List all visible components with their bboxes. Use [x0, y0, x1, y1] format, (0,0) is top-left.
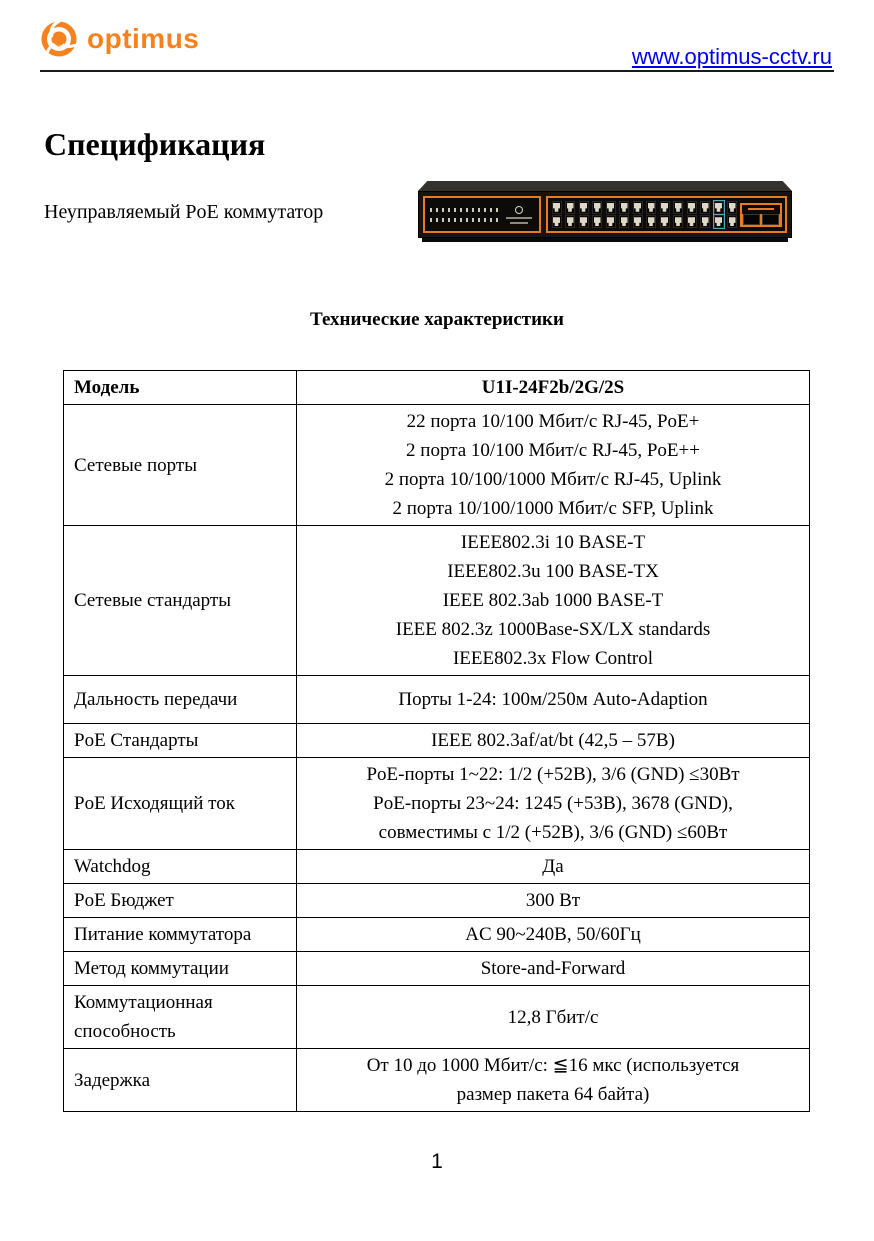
section-title: Технические характеристики — [310, 309, 564, 330]
header-divider — [40, 70, 834, 72]
rj45-port — [552, 201, 562, 214]
spec-param-value — [297, 405, 810, 526]
rj45-port — [687, 201, 697, 214]
page-title: Спецификация — [44, 126, 266, 162]
spec-table-row — [64, 1049, 810, 1112]
rj45-port — [673, 201, 683, 214]
spec-param-label: Питание коммутатора — [64, 918, 297, 952]
spec-param-label: PoE Бюджет — [64, 884, 297, 918]
spec-table-row — [64, 371, 810, 405]
spec-param-label: Модель — [64, 371, 297, 405]
spec-value-line: От 10 до 1000 Мбит/с: ≦16 мкс (используется — [366, 1055, 740, 1076]
sfp-label-strip — [742, 205, 780, 214]
spec-value-line: IEEE 802.3z 1000Base-SX/LX standards — [395, 619, 711, 640]
spec-param-value — [297, 884, 810, 918]
spec-value-line: 2 порта 10/100/1000 Мбит/с SFP, Uplink — [392, 498, 714, 519]
switch-brand-logo-icon — [515, 206, 523, 214]
spec-param-value — [297, 724, 810, 758]
sfp-slots — [742, 214, 780, 225]
spec-value-line: 2 порта 10/100 Мбит/с RJ-45, PoE++ — [406, 440, 700, 461]
rj45-port — [579, 215, 589, 228]
rj45-port — [660, 201, 670, 214]
uplink-port-column — [713, 200, 725, 230]
rj45-port — [646, 201, 656, 214]
port-column — [699, 200, 711, 230]
rj45-port — [592, 201, 602, 214]
spec-param-value — [297, 371, 810, 405]
spec-value-line: 2 порта 10/100/1000 Мбит/с RJ-45, Uplink — [384, 469, 722, 490]
optimus-aperture-icon — [40, 20, 78, 58]
spec-param-label: Метод коммутации — [64, 952, 297, 986]
port-column — [645, 200, 657, 230]
switch-base-shadow — [422, 238, 789, 242]
spec-value-line: Порты 1-24: 100м/250м Auto-Adaption — [398, 689, 708, 710]
spec-table — [63, 370, 810, 1112]
spec-param-value — [297, 758, 810, 850]
rj45-port — [565, 201, 575, 214]
led-row — [430, 208, 498, 212]
spec-value-line: 22 порта 10/100 Мбит/с RJ-45, PoE+ — [406, 411, 700, 432]
site-url-link[interactable]: www.optimus-cctv.ru — [631, 44, 832, 69]
switch-front-panel — [418, 191, 792, 238]
rj45-port — [714, 201, 724, 214]
spec-table-row — [64, 918, 810, 952]
spec-value-line: AC 90~240В, 50/60Гц — [465, 924, 641, 945]
sfp-slot — [762, 214, 779, 225]
spec-param-label: Watchdog — [64, 850, 297, 884]
port-column — [726, 200, 738, 230]
port-column — [618, 200, 630, 230]
spec-param-value — [297, 986, 810, 1049]
switch-brand-text-bar — [510, 222, 528, 224]
spec-value-line: IEEE802.3u 100 BASE-TX — [447, 561, 659, 582]
spec-table-row — [64, 986, 810, 1049]
port-column — [672, 200, 684, 230]
rj45-port — [552, 215, 562, 228]
spec-value-line: 300 Вт — [525, 890, 581, 911]
port-column — [605, 200, 617, 230]
switch-product-image — [418, 181, 792, 242]
rj45-port — [633, 201, 643, 214]
spec-table-row — [64, 724, 810, 758]
rj45-port — [633, 215, 643, 228]
port-column — [564, 200, 576, 230]
spec-value-line: PoE-порты 1~22: 1/2 (+52В), 3/6 (GND) ≤30Вт — [366, 764, 740, 785]
spec-value-line: IEEE802.3i 10 BASE-T — [460, 532, 646, 553]
rj45-port — [606, 215, 616, 228]
port-column — [686, 200, 698, 230]
brand-logo — [40, 20, 199, 58]
spec-param-value — [297, 676, 810, 724]
rj45-port — [619, 201, 629, 214]
spec-value-line: IEEE 802.3af/at/bt (42,5 – 57В) — [431, 730, 675, 751]
switch-port-section — [546, 196, 788, 233]
rj45-port — [660, 215, 670, 228]
brand-logo-text: optimus — [87, 23, 200, 54]
rj45-port — [727, 215, 737, 228]
rj45-port — [673, 215, 683, 228]
spec-param-label: Коммутационная способность — [64, 986, 297, 1049]
rj45-port — [579, 201, 589, 214]
spec-value-line: Store-and-Forward — [480, 958, 626, 979]
spec-table-row — [64, 850, 810, 884]
switch-brand-text-bar — [506, 217, 532, 219]
page-number: 1 — [431, 1150, 443, 1173]
rj45-port — [606, 201, 616, 214]
port-column — [632, 200, 644, 230]
spec-param-label: Сетевые стандарты — [64, 526, 297, 676]
port-column — [591, 200, 603, 230]
spec-param-value — [297, 1049, 810, 1112]
rj45-port — [592, 215, 602, 228]
switch-brand-mark — [504, 206, 534, 224]
port-column — [659, 200, 671, 230]
spec-table-row — [64, 758, 810, 850]
switch-led-panel — [423, 196, 541, 233]
spec-param-value — [297, 952, 810, 986]
spec-param-label: PoE Стандарты — [64, 724, 297, 758]
spec-value-line: U1I-24F2b/2G/2S — [481, 377, 625, 398]
port-column — [551, 200, 563, 230]
led-indicator-rows — [430, 208, 498, 222]
sfp-slot — [743, 214, 760, 225]
spec-table-row — [64, 676, 810, 724]
spec-value-line: IEEE802.3x Flow Control — [452, 648, 654, 669]
spec-value-line: 12,8 Гбит/с — [507, 1006, 599, 1028]
rj45-port — [687, 215, 697, 228]
spec-param-label: Задержка — [64, 1049, 297, 1112]
spec-param-value — [297, 850, 810, 884]
spec-value-line: Да — [542, 856, 564, 877]
spec-value-line: IEEE 802.3ab 1000 BASE-T — [442, 590, 664, 611]
rj45-port — [646, 215, 656, 228]
rj45-port — [565, 215, 575, 228]
port-column — [578, 200, 590, 230]
spec-table-row — [64, 405, 810, 526]
rj45-port — [714, 215, 724, 228]
spec-value-line: PoE-порты 23~24: 1245 (+53В), 3678 (GND), — [373, 793, 733, 814]
spec-param-value — [297, 526, 810, 676]
spec-value-line: размер пакета 64 байта) — [456, 1084, 650, 1105]
switch-top-panel — [418, 181, 792, 191]
spec-value-line: совместимы с 1/2 (+52В), 3/6 (GND) ≤60Вт — [378, 822, 728, 843]
spec-table-row — [64, 526, 810, 676]
led-row — [430, 218, 498, 222]
product-subtitle: Неуправляемый PoE коммутатор — [44, 201, 324, 223]
spec-table-row — [64, 884, 810, 918]
rj45-port — [619, 215, 629, 228]
sfp-module-area — [740, 203, 782, 227]
rj45-port — [727, 201, 737, 214]
rj45-port — [700, 201, 710, 214]
switch-ports — [551, 200, 739, 230]
spec-param-label: Сетевые порты — [64, 405, 297, 526]
spec-param-value — [297, 918, 810, 952]
spec-table-body — [64, 371, 810, 1112]
spec-table-row — [64, 952, 810, 986]
spec-param-label: Дальность передачи — [64, 676, 297, 724]
spec-param-label: PoE Исходящий ток — [64, 758, 297, 850]
rj45-port — [700, 215, 710, 228]
